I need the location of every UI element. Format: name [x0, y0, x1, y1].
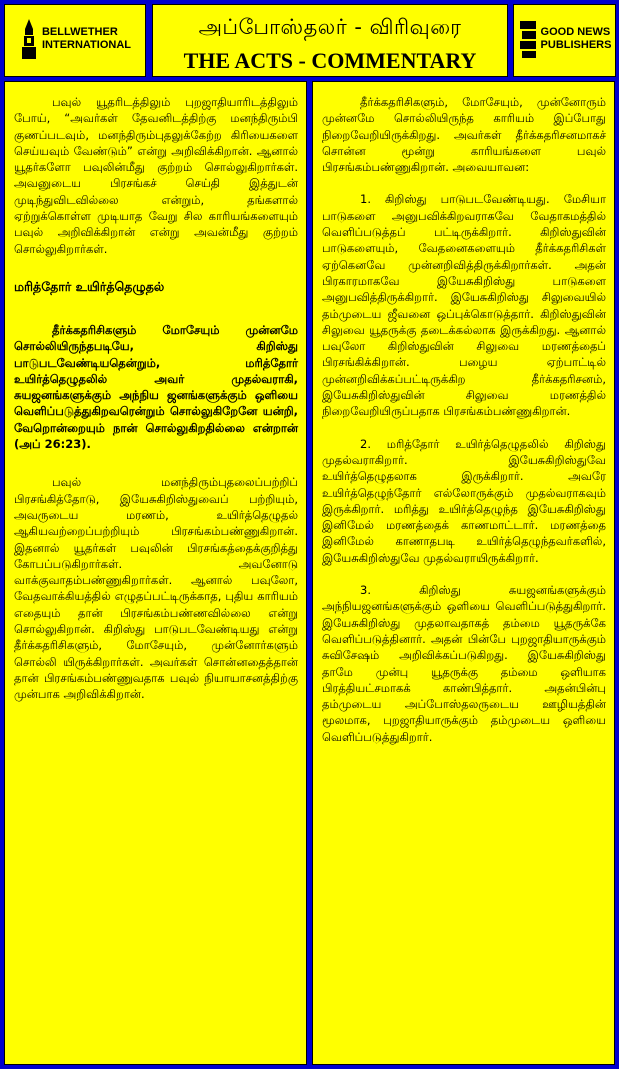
page-title-english: THE ACTS - COMMENTARY — [183, 48, 477, 73]
list-item-2: 2. மரித்தோர் உயிர்த்தெழுதலில் கிறிஸ்து முதல்வராகிறார். இயேசுகிறிஸ்துவே உயிர்த்தெழுதலாக இருக்கிறார். அவரே உயிர்த்தெழுந்தோர் எல்லோருக்கும் முதல்வராகவும் இருக்கிறார். மரித்து உயிர்த்தெழுந்த இயேசுகிறிஸ்து இனிமேல் மரணத்தைக் காணமாட்டார். மரணத்தை இனிமேல் காணாதபடி உயிர்த்தெழுந்தவர்களில், இயேசுகிறிஸ்துவே முதல்வராயிருக்கிறார். — [322, 436, 606, 565]
list-item-1: 1. கிறிஸ்து பாடுபடவேண்டியது. மேசியா பாடுகளை அனுபவிக்கிறவராகவே வேதாகமத்தில் வெளிப்படுத்தப் பட்டிருக்கிறார். கிறிஸ்துவின் பாடுகளையும், வேதனைகளையும் தீர்க்கதரிசிகள் ஏற்கெனவே முன்னறிவித்திருக்கிறார்கள். அதன் பிரகாரமாகவே இயேசுகிறிஸ்து பாடுகளை அனுபவித்திருக்கிறார். இயேசுகிறிஸ்து சிலுவையில் தம்முடைய ஜீவனை ஒப்புக்கொடுத்தார். கிறிஸ்துவின் சிலுவை யூதருக்கு தடைக்கல்லாக இருக்கிறது. ஆனால் பவுலோ கிறிஸ்துவின் சிலுவை மரணத்தைப் பிரசங்கிக்கிறான். பழைய ஏற்பாட்டில் முன்னறிவிக்கப்பட்டிருக்கிற தீர்க்கதரிசனம், இயேசுகிறிஸ்துவின் சிலுவை மரணத்தில் நிறைவேறியிருப்பதாக பிரசங்கம்பண்ணுகிறான். — [322, 192, 606, 419]
logo-left-line1: BELLWETHER — [41, 26, 118, 38]
list-item-3: 3. கிறிஸ்து சுயஜனங்களுக்கும் அந்நியஜனங்களுக்கும் ஒளியை வெளிப்படுத்துகிறார். இயேசுகிறிஸ்து முதலாவதாகத் தம்மை யூதருக்கே வெளிப்படுத்தினார். அதன் பின்பே புறஜாதியாருக்கும் சுவிசேஷம் அறிவிக்கப்படுகிறது. இயேசுகிறிஸ்து தாமே முன்பு யூதருக்கு தம்மை ஒளியாக பிரத்தியட்சமாகக் காண்பித்தார். அதன்பின்பு தம்முடைய அப்போஸ்தலருடைய ஊழியத்தின் மூலமாக, புறஜாதியாருக்கும் தம்முடைய ஒளியை வெளிப்படுத்துகிறார். — [322, 583, 606, 744]
left-paragraph-2: பவுல் மனந்திரும்புதலைப்பற்றிப் பிரசங்கித்தோடு, இயேசுகிறிஸ்துவைப் பற்றியும், அவருடைய மரணம், உயிர்த்தெழுதல் ஆகியவற்றைப்பற்றியும் பிரசங்கம்பண்ணுகிறான். இதனால் யூதர்கள் பவுலின் பிரசங்கத்தைக்குறித்து கோபப்படுகிறார்கள். அவனோடு வாக்குவாதம்பண்ணுகிறார்கள். ஆனால் பவுலோ, வேதவாக்கியத்தில் எழுதப்பட்டிருக்காத, புதிய காரியம் எதையும் தான் பிரசங்கம்பண்ணவில்லை என்று சொல்லுகிறான். கிறிஸ்து பாடுபடவேண்டியது என்று தீர்க்கதரிசிகளும், மோசேயும், முன்னோர்களும் சொல்லி யிருக்கிறார்கள். அவர்கள் சொன்னதைத்தான் தான் பிரசங்கம்பண்ணுவதாக பவுல் நியாயாசனத்திற்கு முன்பாக அறிவிக்கிறான். — [14, 475, 298, 702]
book-stack-icon — [518, 19, 538, 59]
good-news-logo — [513, 4, 616, 77]
scripture-quote: தீர்க்கதரிசிகளும் மோசேயும் முன்னமே சொல்லியிருந்தபடியே, கிறிஸ்து பாடுபடவேண்டியதென்றும், மரித்தோர் உயிர்த்தெழுதலில் அவர் முதல்வராகி, சுயஜனங்களுக்கும் அந்நிய ஜனங்களுக்கும் ஒளியை வெளிப்படுத்துகிறவரென்றும் சொல்லுகிறேனே யன்றி, வேறொன்றையும் நான் சொல்லுகிறதில்லை என்றான் (அப் 26:23). — [14, 322, 298, 452]
right-paragraph-1: தீர்க்கதரிசிகளும், மோசேயும், முன்னோரும் முன்னமே சொல்லியிருந்த காரியம் இப்போது நிறைவேறியிருக்கிறது. அவர்கள் தீர்க்கதரிசனமாகச் சொன்ன மூன்று காரியங்களை பவுல் பிரசங்கம்பண்ணுகிறான். அவையாவன: — [322, 95, 606, 175]
logo-right-line1: GOOD NEWS — [540, 26, 611, 38]
logo-right-line2: PUBLISHERS — [540, 39, 612, 51]
title-block — [152, 4, 508, 77]
section-heading: மரித்தோர் உயிர்த்தெழுதல் — [14, 278, 165, 294]
logo-left-line2: INTERNATIONAL — [41, 39, 131, 51]
page-title-tamil: அப்போஸ்தலர் - விரிவுரை — [198, 15, 462, 39]
left-column — [4, 81, 307, 1065]
right-column — [312, 81, 615, 1065]
bellwether-logo — [4, 4, 146, 77]
left-paragraph-1: பவுல் யூதரிடத்திலும் புறஜாதியாரிடத்திலும் போய், “அவர்கள் தேவனிடத்திற்கு மனந்திரும்பி குணப்படவும், மனந்திரும்புதலுக்கேற்ற கிரியைகளை செய்யவும் வேண்டும்” என்று அறிவிக்கிறான். ஆனால் யூதர்களோ பவுலின்மீது குற்றம் சொல்லுகிறார்கள். அவனுடைய பிரசங்கச் செய்தி இத்துடன் முடிந்துவிடவில்லை என்றும், தங்களால் ஏற்றுக்கொள்ள முடியாத வேறு சில காரியங்களையும் பவுல் அறிவிக்கிறான் என்று அவன்மீது குற்றம் சொல்லுகிறார்கள். — [14, 95, 298, 256]
bell-tower-icon — [19, 19, 39, 59]
